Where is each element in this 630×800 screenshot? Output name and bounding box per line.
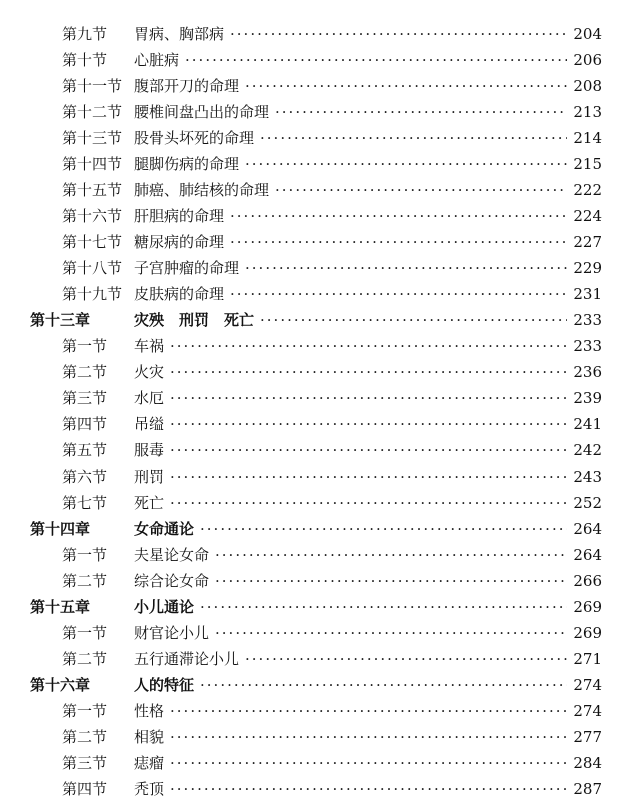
toc-section-entry bbox=[0, 649, 602, 669]
dot-leader bbox=[170, 493, 567, 513]
entry-number: 第四节 bbox=[62, 415, 108, 433]
entry-number: 第二节 bbox=[62, 363, 108, 381]
page-number: 231 bbox=[573, 285, 602, 303]
dot-leader bbox=[275, 180, 567, 200]
page-number: 274 bbox=[573, 676, 602, 694]
entry-title: 肝胆病的命理 bbox=[134, 207, 225, 225]
toc-section-entry bbox=[0, 180, 602, 200]
page-number: 224 bbox=[573, 207, 602, 225]
dot-leader bbox=[170, 727, 567, 747]
entry-number: 第三节 bbox=[62, 389, 108, 407]
page-number: 233 bbox=[573, 337, 602, 355]
toc-section-entry bbox=[0, 154, 602, 174]
toc-section-entry bbox=[0, 24, 602, 44]
dot-leader bbox=[260, 310, 567, 330]
toc-section-entry bbox=[0, 779, 602, 799]
toc-section-entry bbox=[0, 753, 602, 773]
toc-section-entry bbox=[0, 727, 602, 747]
toc-section-entry bbox=[0, 336, 602, 356]
entry-number: 第一节 bbox=[62, 546, 108, 564]
entry-number: 第十二节 bbox=[62, 103, 123, 121]
entry-number: 第十九节 bbox=[62, 285, 123, 303]
entry-number: 第二节 bbox=[62, 728, 108, 746]
toc-section-entry bbox=[0, 362, 602, 382]
toc-section-entry bbox=[0, 102, 602, 122]
entry-title: 死亡 bbox=[134, 494, 165, 512]
page-number: 271 bbox=[573, 650, 602, 668]
toc-chapter-entry bbox=[0, 597, 602, 617]
dot-leader bbox=[170, 779, 567, 799]
page-number: 227 bbox=[573, 233, 602, 251]
dot-leader bbox=[215, 571, 567, 591]
toc-section-entry bbox=[0, 258, 602, 278]
entry-number: 第一节 bbox=[62, 702, 108, 720]
page-number: 269 bbox=[573, 598, 602, 616]
entry-title: 子宫肿瘤的命理 bbox=[134, 259, 240, 277]
toc-chapter-entry bbox=[0, 675, 602, 695]
entry-title: 水厄 bbox=[134, 389, 165, 407]
entry-number: 第十五章 bbox=[30, 598, 91, 616]
entry-title: 胃病、胸部病 bbox=[134, 25, 225, 43]
page-number: 206 bbox=[573, 51, 602, 69]
page-number: 269 bbox=[573, 624, 602, 642]
entry-number: 第十八节 bbox=[62, 259, 123, 277]
entry-title: 皮肤病的命理 bbox=[134, 285, 225, 303]
page-number: 215 bbox=[573, 155, 602, 173]
toc-section-entry bbox=[0, 50, 602, 70]
entry-number: 第十五节 bbox=[62, 181, 123, 199]
page-number: 284 bbox=[573, 754, 602, 772]
toc-section-entry bbox=[0, 545, 602, 565]
dot-leader bbox=[275, 102, 567, 122]
entry-number: 第三节 bbox=[62, 754, 108, 772]
dot-leader bbox=[170, 753, 567, 773]
dot-leader bbox=[170, 414, 567, 434]
toc-section-entry bbox=[0, 571, 602, 591]
page-number: 241 bbox=[573, 415, 602, 433]
dot-leader bbox=[170, 362, 567, 382]
entry-number: 第七节 bbox=[62, 494, 108, 512]
toc-section-entry bbox=[0, 284, 602, 304]
dot-leader bbox=[185, 50, 567, 70]
entry-title: 车祸 bbox=[134, 337, 165, 355]
toc-section-entry bbox=[0, 701, 602, 721]
entry-title: 火灾 bbox=[134, 363, 165, 381]
entry-title: 人的特征 bbox=[134, 676, 195, 694]
entry-number: 第十六章 bbox=[30, 676, 91, 694]
entry-title: 腿脚伤病的命理 bbox=[134, 155, 240, 173]
dot-leader bbox=[230, 24, 567, 44]
page-number: 208 bbox=[573, 77, 602, 95]
entry-number: 第五节 bbox=[62, 441, 108, 459]
entry-title: 腹部开刀的命理 bbox=[134, 77, 240, 95]
dot-leader bbox=[200, 519, 567, 539]
page-number: 222 bbox=[573, 181, 602, 199]
toc-section-entry bbox=[0, 206, 602, 226]
entry-number: 第十七节 bbox=[62, 233, 123, 251]
entry-title: 五行通滞论小儿 bbox=[134, 650, 240, 668]
toc-section-entry bbox=[0, 467, 602, 487]
entry-title: 糖尿病的命理 bbox=[134, 233, 225, 251]
entry-number: 第六节 bbox=[62, 468, 108, 486]
page-number: 264 bbox=[573, 520, 602, 538]
toc-section-entry bbox=[0, 414, 602, 434]
entry-title: 女命通论 bbox=[134, 520, 195, 538]
dot-leader bbox=[170, 336, 567, 356]
toc-section-entry bbox=[0, 76, 602, 96]
dot-leader bbox=[170, 701, 567, 721]
entry-title: 综合论女命 bbox=[134, 572, 210, 590]
dot-leader bbox=[200, 597, 567, 617]
page-number: 239 bbox=[573, 389, 602, 407]
page-number: 233 bbox=[573, 311, 602, 329]
dot-leader bbox=[245, 649, 567, 669]
entry-title: 性格 bbox=[134, 702, 165, 720]
dot-leader bbox=[260, 128, 567, 148]
entry-number: 第十一节 bbox=[62, 77, 123, 95]
entry-number: 第十四节 bbox=[62, 155, 123, 173]
dot-leader bbox=[170, 440, 567, 460]
page-number: 243 bbox=[573, 468, 602, 486]
dot-leader bbox=[245, 258, 567, 278]
dot-leader bbox=[170, 467, 567, 487]
entry-title: 肺癌、肺结核的命理 bbox=[134, 181, 270, 199]
page-number: 204 bbox=[573, 25, 602, 43]
entry-number: 第十三节 bbox=[62, 129, 123, 147]
entry-number: 第九节 bbox=[62, 25, 108, 43]
entry-number: 第一节 bbox=[62, 624, 108, 642]
toc-section-entry bbox=[0, 440, 602, 460]
page-number: 213 bbox=[573, 103, 602, 121]
toc-section-entry bbox=[0, 232, 602, 252]
page-number: 277 bbox=[573, 728, 602, 746]
entry-title: 刑罚 bbox=[134, 468, 165, 486]
dot-leader bbox=[200, 675, 567, 695]
page-number: 229 bbox=[573, 259, 602, 277]
entry-title: 股骨头坏死的命理 bbox=[134, 129, 255, 147]
entry-title: 灾殃 刑罚 死亡 bbox=[134, 311, 255, 329]
entry-title: 腰椎间盘凸出的命理 bbox=[134, 103, 270, 121]
page-number: 242 bbox=[573, 441, 602, 459]
dot-leader bbox=[230, 206, 567, 226]
dot-leader bbox=[170, 388, 567, 408]
dot-leader bbox=[245, 76, 567, 96]
toc-section-entry bbox=[0, 388, 602, 408]
entry-title: 痣瘤 bbox=[134, 754, 165, 772]
dot-leader bbox=[230, 232, 567, 252]
toc-chapter-entry bbox=[0, 310, 602, 330]
entry-title: 小儿通论 bbox=[134, 598, 195, 616]
entry-number: 第二节 bbox=[62, 650, 108, 668]
entry-title: 秃顶 bbox=[134, 780, 165, 798]
entry-number: 第一节 bbox=[62, 337, 108, 355]
page-number: 287 bbox=[573, 780, 602, 798]
page-number: 214 bbox=[573, 129, 602, 147]
entry-title: 吊缢 bbox=[134, 415, 165, 433]
toc-section-entry bbox=[0, 128, 602, 148]
entry-title: 财官论小儿 bbox=[134, 624, 210, 642]
toc-section-entry bbox=[0, 493, 602, 513]
dot-leader bbox=[230, 284, 567, 304]
page-number: 236 bbox=[573, 363, 602, 381]
entry-number: 第十六节 bbox=[62, 207, 123, 225]
entry-title: 相貌 bbox=[134, 728, 165, 746]
dot-leader bbox=[215, 623, 567, 643]
page-number: 274 bbox=[573, 702, 602, 720]
entry-number: 第十节 bbox=[62, 51, 108, 69]
toc-section-entry bbox=[0, 623, 602, 643]
entry-number: 第二节 bbox=[62, 572, 108, 590]
entry-title: 服毒 bbox=[134, 441, 165, 459]
entry-number: 第四节 bbox=[62, 780, 108, 798]
dot-leader bbox=[215, 545, 567, 565]
entry-title: 心脏病 bbox=[134, 51, 180, 69]
page-number: 266 bbox=[573, 572, 602, 590]
entry-number: 第十四章 bbox=[30, 520, 91, 538]
toc-chapter-entry bbox=[0, 519, 602, 539]
entry-number: 第十三章 bbox=[30, 311, 91, 329]
page-number: 252 bbox=[573, 494, 602, 512]
entry-title: 夫星论女命 bbox=[134, 546, 210, 564]
page-number: 264 bbox=[573, 546, 602, 564]
dot-leader bbox=[245, 154, 567, 174]
